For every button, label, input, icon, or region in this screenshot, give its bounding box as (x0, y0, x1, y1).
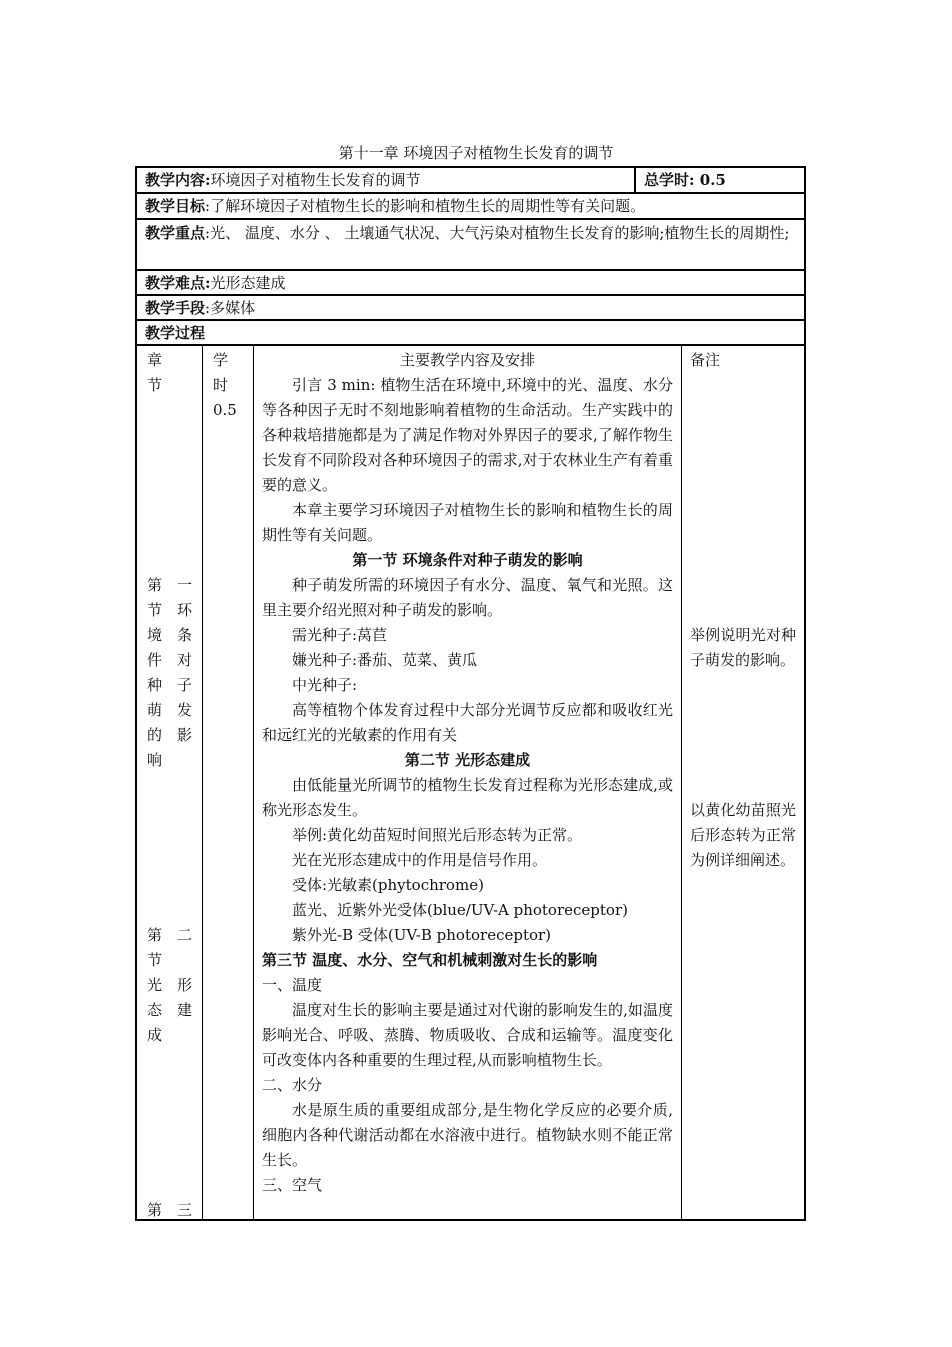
sec2-p1: 由低能量光所调节的植物生长发育过程称为光形态建成,或称光形态发生。 (262, 776, 673, 819)
content-column (254, 346, 682, 1219)
note-1: 举例说明光对种子萌发的影响。 (690, 626, 796, 669)
goal-label: 教学目标 (145, 197, 206, 215)
goal-value: :了解环境因子对植物生长的影响和植物生长的周期性等有关问题。 (205, 197, 646, 215)
col1-head-a: 章 (147, 351, 163, 369)
content-value: 环境因子对植物生长发育的调节 (210, 171, 421, 189)
chapter-title: 第十一章 环境因子对植物生长发育的调节 (338, 144, 614, 162)
sec3-h2: 二、水分 (262, 1076, 323, 1094)
section-label-line (147, 623, 192, 648)
section-label-line (147, 973, 192, 998)
sec1-p2: 需光种子:莴苣 (292, 626, 388, 644)
section-label-line (147, 748, 192, 773)
section-label-line (147, 648, 192, 673)
col1-head-b: 节 (147, 376, 163, 394)
content-label: 教学内容: (145, 171, 211, 189)
section-label-char: 环 (176, 601, 192, 619)
section2-label (147, 923, 192, 1048)
section-label-char: 第 (147, 926, 163, 944)
note-2: 以黄化幼苗照光后形态转为正常为例详细阐述。 (690, 801, 796, 869)
sec3-p1: 温度对生长的影响主要是通过对代谢的影响发生的,如温度影响光合、呼吸、蒸腾、物质吸收、合成和运输等。温度变化可改变体内各种重要的生理过程,从而影响植物生长。 (262, 1001, 673, 1069)
means-value: :多媒体 (205, 299, 256, 317)
hours-value: 0.5 (694, 171, 726, 189)
process-label: 教学过程 (145, 324, 206, 342)
section-label-line (147, 698, 192, 723)
section-label-char: 第 (147, 1201, 163, 1219)
sec3-h3: 三、空气 (262, 1176, 323, 1194)
diff-value: 光形态建成 (210, 274, 286, 292)
section1-title: 第一节 环境条件对种子萌发的影响 (352, 551, 583, 569)
notes-column (682, 346, 804, 1219)
section-label-line (147, 1198, 192, 1223)
section-label-char: 种 (147, 676, 163, 694)
section-label-line (147, 948, 192, 973)
section-label-line (147, 1023, 192, 1048)
section3-title: 第三节 温度、水分、空气和机械刺激对生长的影响 (262, 951, 598, 969)
section-label-char: 响 (147, 751, 163, 769)
row-key-points (135, 218, 806, 269)
section-label-char: 态 (147, 1001, 163, 1019)
section-label-char: 件 (147, 651, 163, 669)
sec2-p4: 受体:光敏素(phytochrome) (292, 876, 484, 894)
chapter-column (137, 346, 203, 1219)
key-label: 教学重点 (145, 224, 206, 242)
section-label-char: 三 (176, 1201, 192, 1219)
section2-title: 第二节 光形态建成 (404, 751, 531, 769)
col2-value: 0.5 (213, 401, 237, 419)
section-label-char: 境 (147, 626, 163, 644)
section-label-line (147, 598, 192, 623)
hours-column (203, 346, 254, 1219)
key-value: :光、 温度、水分 、 土壤通气状况、大气污染对植物生长发育的影响;植物生长的周期性; (205, 224, 790, 242)
section-label-char: 一 (176, 576, 192, 594)
sec2-p5: 蓝光、近紫外光受体(blue/UV-A photoreceptor) (292, 901, 628, 919)
section-label-char: 成 (147, 1026, 163, 1044)
sec1-p1: 种子萌发所需的环境因子有水分、温度、氧气和光照。这里主要介绍光照对种子萌发的影响。 (262, 576, 673, 619)
sec1-p4: 中光种子: (292, 676, 358, 694)
row-process-label (135, 319, 806, 344)
sec1-p3: 嫌光种子:番茄、苋菜、黄瓜 (292, 651, 478, 669)
section-label-char: 萌 (147, 701, 163, 719)
sec1-p5: 高等植物个体发育过程中大部分光调节反应都和吸收红光和远红光的光敏素的作用有关 (262, 701, 673, 744)
section-label-char: 第 (147, 576, 163, 594)
section3-label (147, 1198, 192, 1223)
section-label-char: 节 (147, 951, 163, 969)
section-label-char: 对 (176, 651, 192, 669)
means-label: 教学手段 (145, 299, 206, 317)
row-content (135, 166, 806, 192)
total-hours-cell (634, 168, 726, 192)
section-label-char: 光 (147, 976, 163, 994)
section-label-line (147, 573, 192, 598)
section-label-char: 建 (176, 1001, 192, 1019)
section-label-char: 发 (176, 701, 192, 719)
row-goal (135, 192, 806, 218)
diff-label: 教学难点: (145, 274, 211, 292)
sec2-p2: 举例:黄化幼苗短时间照光后形态转为正常。 (292, 826, 583, 844)
col3-head: 主要教学内容及安排 (399, 351, 535, 369)
sec3-h1: 一、温度 (262, 976, 323, 994)
section-label-char: 形 (176, 976, 192, 994)
intro-paragraph-2: 本章主要学习环境因子对植物生长的影响和植物生长的周期性等有关问题。 (262, 501, 673, 544)
col2-head-b: 时 (213, 376, 229, 394)
row-difficulty (135, 269, 806, 294)
col2-head-a: 学 (213, 351, 229, 369)
section-label-line (147, 723, 192, 748)
col4-head: 备注 (690, 351, 721, 369)
intro-paragraph: 引言 3 min: 植物生活在环境中,环境中的光、温度、水分等各种因子无时不刻地影响着植物的生命活动。生产实践中的各种栽培措施都是为了满足作物对外界因子的要求,了解作物生长发育不同阶段对各种环境因子的需求,对于农林业生产有着重要的意义。 (262, 376, 673, 494)
section-label-char: 二 (176, 926, 192, 944)
section-label-line (147, 673, 192, 698)
section-label-char: 子 (176, 676, 192, 694)
sec3-p2: 水是原生质的重要组成部分,是生物化学反应的必要介质,细胞内各种代谢活动都在水溶液中进行。植物缺水则不能正常生长。 (262, 1101, 673, 1169)
section-label-char: 影 (176, 726, 192, 744)
hours-label: 总学时: (644, 171, 695, 189)
section-label-line (147, 998, 192, 1023)
sec2-p6: 紫外光-B 受体(UV-B photoreceptor) (292, 926, 552, 944)
section-label-line (147, 923, 192, 948)
section-label-char: 条 (176, 626, 192, 644)
row-means (135, 294, 806, 319)
sec2-p3: 光在光形态建成中的作用是信号作用。 (292, 851, 548, 869)
section-label-char: 的 (147, 726, 163, 744)
section-label-char: 节 (147, 601, 163, 619)
section1-label (147, 573, 192, 773)
process-table (135, 344, 806, 1221)
